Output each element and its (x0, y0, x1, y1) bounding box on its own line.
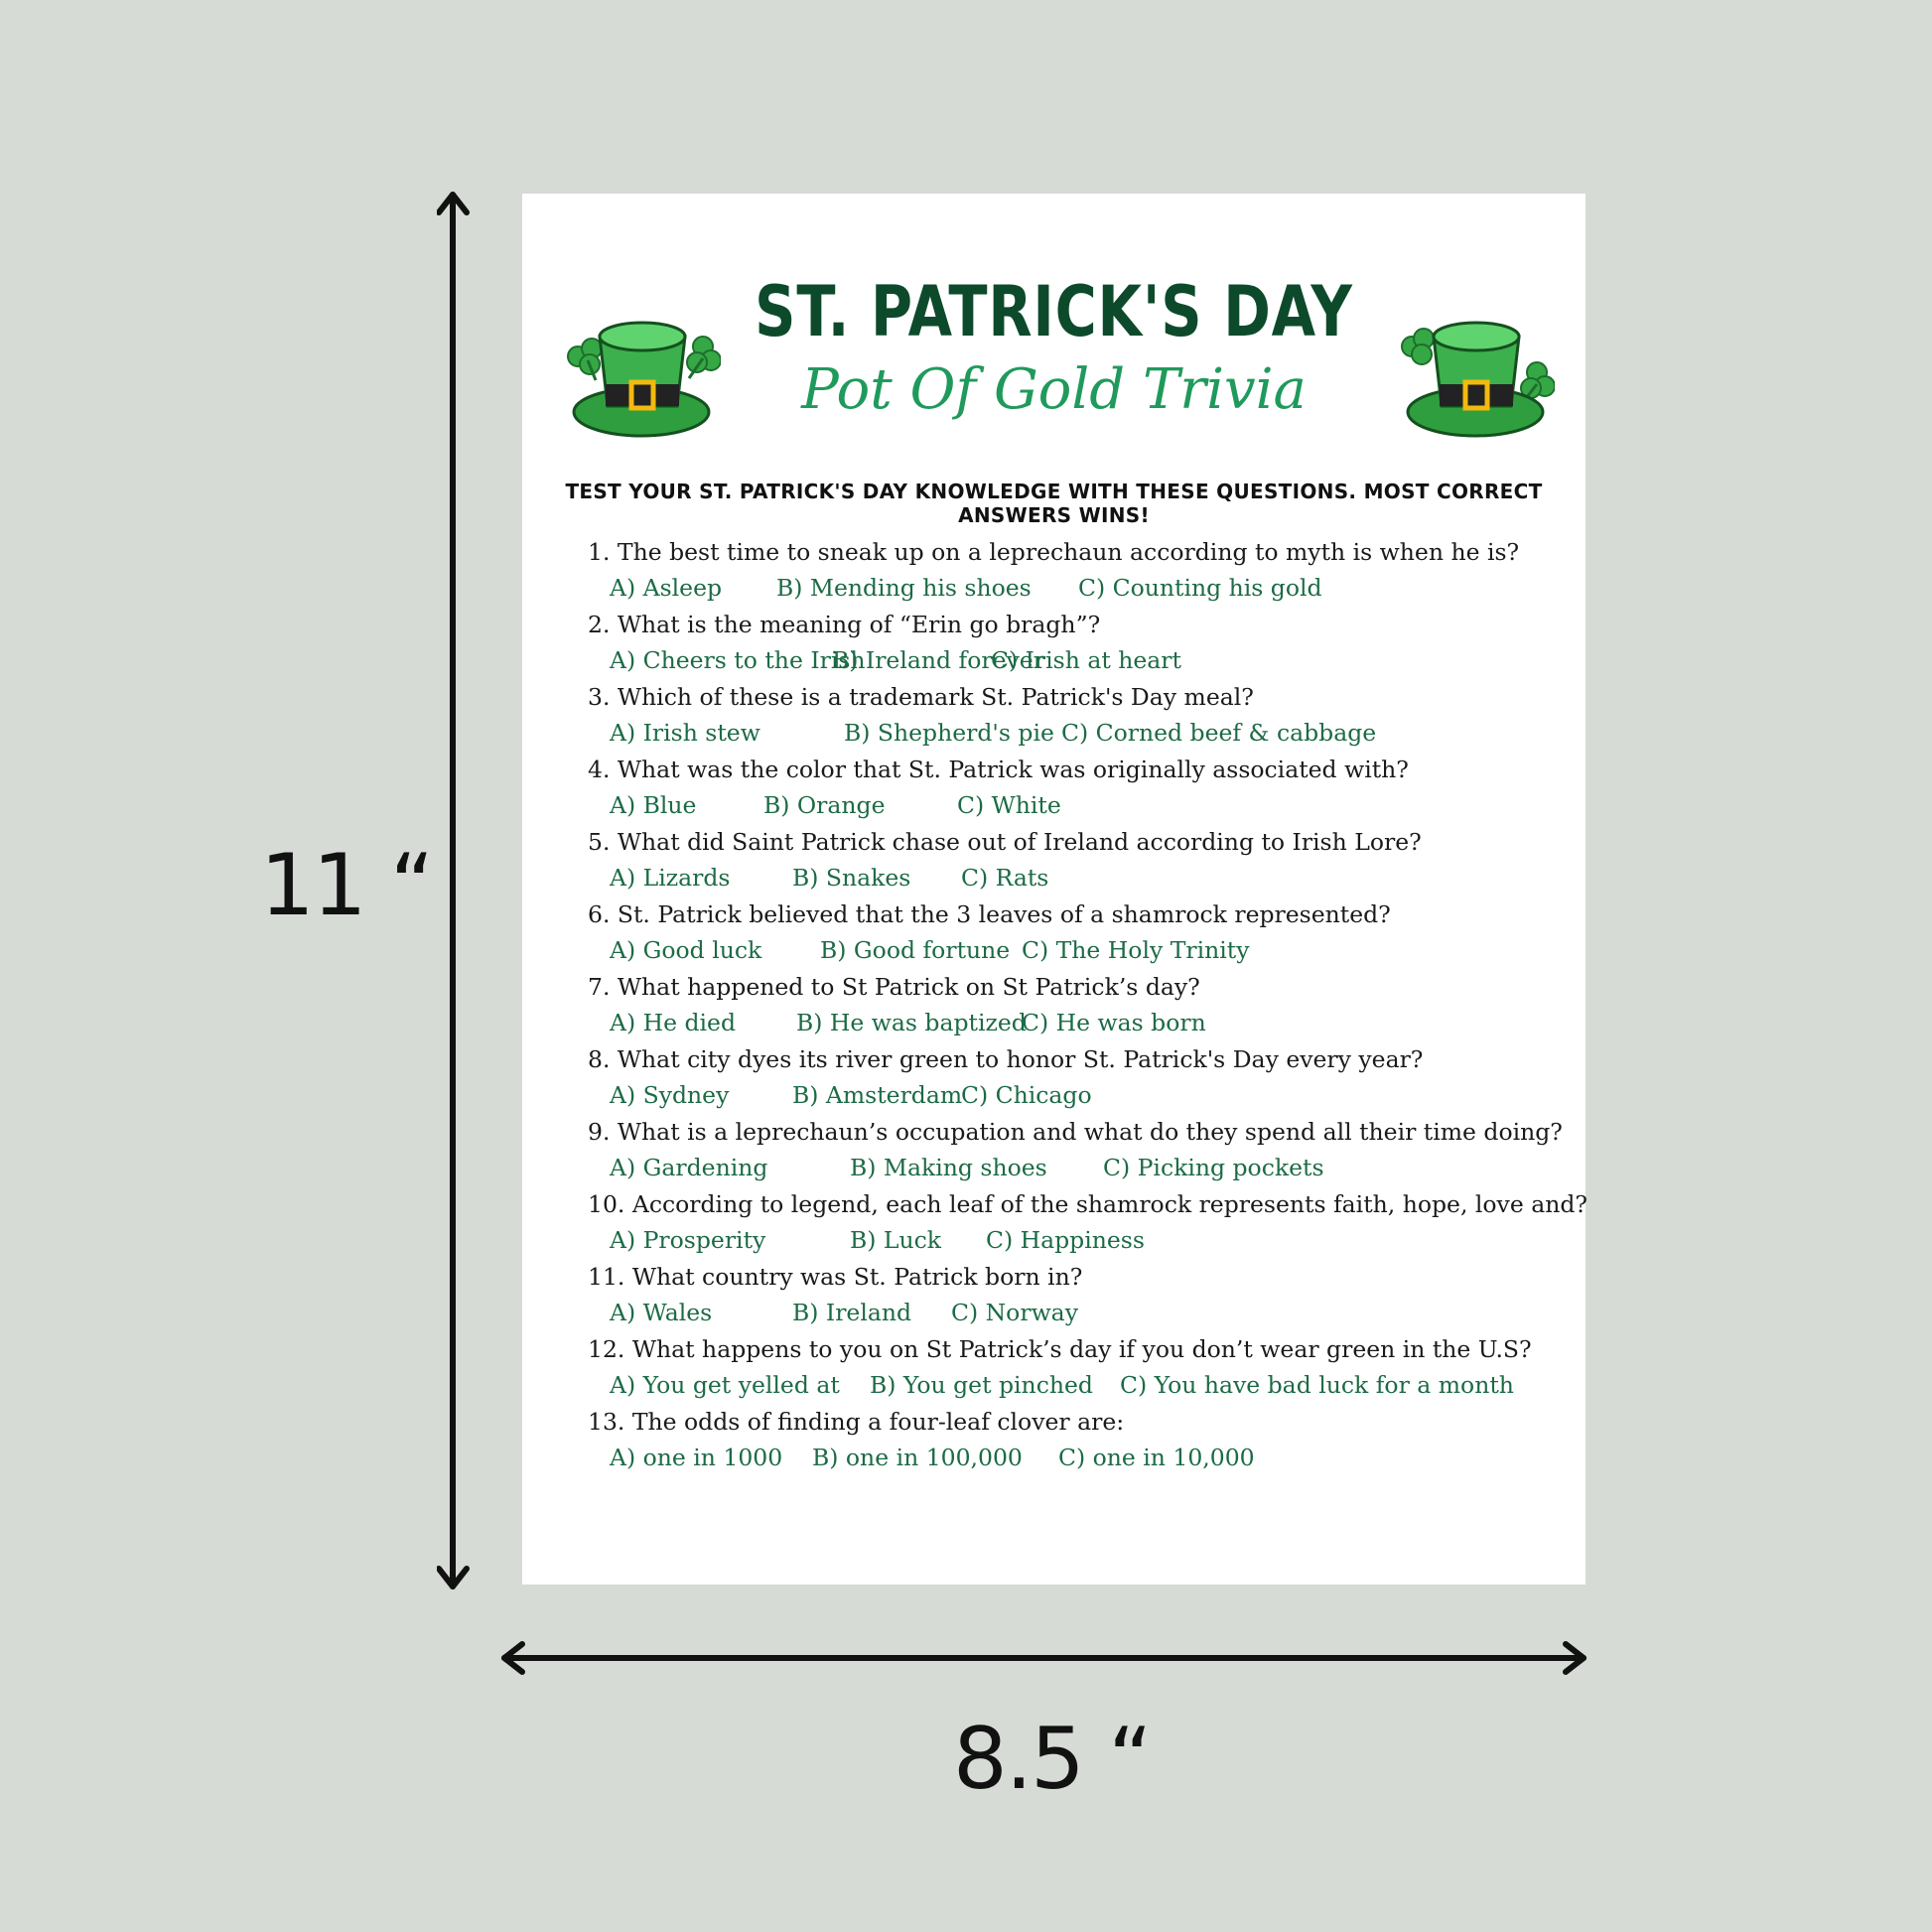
question-text: 12. What happens to you on St Patrick’s day if you don’t wear green in the U.S? (588, 1335, 1532, 1363)
answer-options (588, 1440, 1571, 1476)
answer-options (588, 715, 1571, 752)
trivia-sheet (522, 194, 1586, 1585)
answer-options (588, 570, 1571, 607)
height-arrow (437, 187, 477, 1596)
answer-options (588, 932, 1571, 969)
question-text: 10. According to legend, each leaf of the shamrock represents faith, hope, love and? (588, 1190, 1588, 1218)
height-label: 11 “ (260, 836, 433, 935)
answer-option: A) Irish stew (610, 719, 760, 747)
answer-option: C) Irish at heart (991, 646, 1181, 674)
answer-option: C) one in 10,000 (1058, 1444, 1255, 1471)
answer-option: B) Snakes (792, 864, 911, 892)
answer-option: A) one in 1000 (610, 1444, 783, 1471)
answer-option: B) Mending his shoes (776, 574, 1032, 602)
answer-option: B) Orange (763, 791, 886, 819)
answer-option: A) Wales (610, 1299, 713, 1326)
answer-option: C) Happiness (986, 1226, 1145, 1254)
width-label: 8.5 “ (953, 1710, 1151, 1809)
answer-option: A) Gardening (610, 1154, 768, 1181)
answer-option: A) Blue (610, 791, 697, 819)
question-text: 6. St. Patrick believed that the 3 leaves of a shamrock represented? (588, 900, 1391, 928)
answer-options (588, 1077, 1571, 1114)
answer-options (588, 787, 1571, 824)
answer-option: C) You have bad luck for a month (1120, 1371, 1514, 1399)
answer-option: A) He died (610, 1009, 736, 1036)
answer-option: C) White (957, 791, 1061, 819)
page-title: ST. PATRICK'S DAY (755, 271, 1353, 352)
answer-option: B) Ireland (792, 1299, 912, 1326)
answer-option: A) Sydney (610, 1081, 730, 1109)
answer-option: B) Ireland forever (832, 646, 1044, 674)
answer-option: C) Rats (961, 864, 1049, 892)
answer-option: B) Luck (850, 1226, 942, 1254)
answer-option: B) Shepherd's pie (844, 719, 1054, 747)
answer-option: A) Lizards (610, 864, 731, 892)
question-text: 13. The odds of finding a four-leaf clover are: (588, 1408, 1125, 1436)
question-text: 7. What happened to St Patrick on St Patrick’s day? (588, 973, 1200, 1001)
answer-option: C) Chicago (961, 1081, 1092, 1109)
width-arrow (496, 1638, 1598, 1678)
answer-options (588, 1295, 1571, 1331)
answer-option: B) You get pinched (870, 1371, 1093, 1399)
question-text: 1. The best time to sneak up on a leprechaun according to myth is when he is? (588, 538, 1520, 566)
answer-option: C) The Holy Trinity (1022, 936, 1250, 964)
answer-option: B) Making shoes (850, 1154, 1047, 1181)
answer-option: C) Norway (951, 1299, 1078, 1326)
question-text: 2. What is the meaning of “Erin go bragh”? (588, 611, 1101, 638)
answer-option: C) He was born (1022, 1009, 1206, 1036)
answer-options (588, 1367, 1571, 1404)
answer-option: B) He was baptized (796, 1009, 1027, 1036)
question-text: 3. Which of these is a trademark St. Patrick's Day meal? (588, 683, 1254, 711)
answer-options (588, 860, 1571, 897)
question-text: 11. What country was St. Patrick born in? (588, 1263, 1083, 1291)
answer-option: A) Asleep (610, 574, 723, 602)
answer-option: C) Corned beef & cabbage (1061, 719, 1377, 747)
question-text: 4. What was the color that St. Patrick was originally associated with? (588, 756, 1409, 783)
question-text: 5. What did Saint Patrick chase out of Ireland according to Irish Lore? (588, 828, 1422, 856)
question-text: 8. What city dyes its river green to honor St. Patrick's Day every year? (588, 1045, 1424, 1073)
question-list (588, 534, 1588, 1476)
answer-option: A) Prosperity (610, 1226, 766, 1254)
answer-options (588, 1005, 1571, 1041)
answer-option: A) Good luck (610, 936, 762, 964)
answer-option: C) Counting his gold (1078, 574, 1322, 602)
answer-option: B) one in 100,000 (812, 1444, 1023, 1471)
answer-option: B) Good fortune (820, 936, 1011, 964)
question-text: 9. What is a leprechaun’s occupation and what do they spend all their time doing? (588, 1118, 1563, 1146)
answer-options (588, 1150, 1571, 1186)
answer-options (588, 1222, 1571, 1259)
answer-option: A) Cheers to the Irish (610, 646, 866, 674)
answer-option: B) Amsterdam (792, 1081, 963, 1109)
answer-option: C) Picking pockets (1103, 1154, 1324, 1181)
page-subtitle: Pot Of Gold Trivia (801, 357, 1307, 422)
instructions: TEST YOUR ST. PATRICK'S DAY KNOWLEDGE WITH THESE QUESTIONS. MOST CORRECT ANSWERS WINS! (565, 480, 1543, 527)
answer-option: A) You get yelled at (610, 1371, 840, 1399)
answer-options (588, 642, 1571, 679)
